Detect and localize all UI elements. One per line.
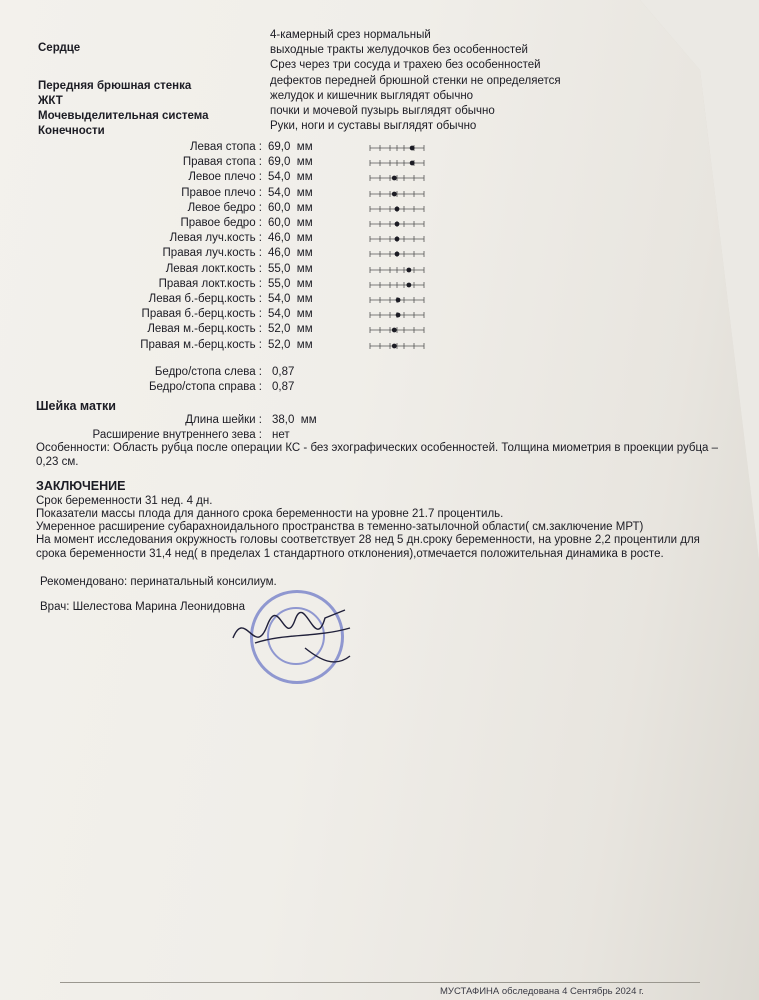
measurement-label: Правая стопа :	[182, 156, 262, 169]
percentile-marker	[395, 237, 400, 242]
percentile-marker	[395, 206, 400, 211]
measurement-label: Правая б.-берц.кость :	[141, 308, 262, 321]
percentile-scale	[368, 279, 428, 291]
percentile-marker	[410, 146, 415, 151]
ratio-value: 0,87	[272, 381, 295, 393]
measurement-value: 54,0 мм	[268, 186, 313, 199]
signature	[225, 598, 365, 678]
measurement-label: Левая стопа :	[189, 141, 262, 153]
measurement-value: 69,0 мм	[268, 141, 313, 153]
percentile-marker	[396, 313, 401, 318]
measurement-label: Правое плечо :	[181, 186, 262, 199]
measurement-value: 60,0 мм	[268, 201, 313, 214]
cervix-length-label: Длина шейки :	[185, 414, 262, 426]
section-value: Руки, ноги и суставы выглядят обычно	[270, 120, 477, 132]
conclusion-line: Показатели массы плода для данного срока беременности на уровне 21.7 процентиль.	[36, 508, 504, 520]
conclusion-line: Срок беременности 31 нед. 4 дн.	[36, 495, 213, 507]
measurement-label: Левое бедро :	[187, 201, 262, 214]
conclusion-title: ЗАКЛЮЧЕНИЕ	[36, 479, 126, 493]
percentile-scale	[368, 324, 428, 336]
doctor-name: Врач: Шелестова Марина Леонидовна	[40, 601, 246, 613]
percentile-marker	[396, 298, 401, 303]
section-label: ЖКТ	[38, 95, 63, 107]
percentile-marker	[392, 176, 397, 181]
percentile-marker	[395, 222, 400, 227]
ratio-label: Бедро/стопа справа :	[148, 381, 262, 393]
measurement-value: 54,0 мм	[268, 293, 313, 305]
percentile-scale	[368, 264, 428, 276]
percentile-marker	[410, 161, 415, 166]
measurement-value: 52,0 мм	[268, 338, 313, 351]
cervix-features: Особенности: Область рубца после операции КС - без эхографических особенностей. Толщина миометрия в проекции рубца – 0,23 см.	[36, 442, 719, 468]
measurement-label: Левая луч.кость :	[169, 232, 262, 245]
percentile-scale	[368, 218, 428, 230]
section-value: желудок и кишечник выглядят обычно	[270, 90, 474, 102]
internal-os-label: Расширение внутреннего зева :	[92, 429, 262, 441]
measurement-value: 55,0 мм	[268, 262, 313, 275]
percentile-scale	[368, 248, 428, 260]
measurement-value: 52,0 мм	[268, 323, 313, 336]
conclusion-line: На момент исследования окружность головы соответствует 28 нед 5 дн.сроку беременности, на уровне 2,2 процентили для срока беременности 31,4 нед( в пределах 1 стандартного отклонения),отмечается положительная динамика в росте.	[36, 534, 700, 560]
section-value: 4-камерный срез нормальный	[270, 29, 431, 41]
measurement-label: Левая б.-берц.кость :	[148, 293, 262, 305]
percentile-scale	[368, 340, 428, 352]
measurement-label: Левая локт.кость :	[165, 262, 262, 275]
percentile-marker	[395, 252, 400, 257]
percentile-scale	[368, 294, 428, 306]
section-value: почки и мочевой пузырь выглядят обычно	[270, 105, 495, 117]
measurement-label: Правая локт.кость :	[158, 277, 262, 290]
ratio-label: Бедро/стопа слева :	[154, 366, 262, 378]
section-label: Конечности	[38, 125, 105, 137]
percentile-scale	[368, 203, 428, 215]
section-label: Мочевыделительная система	[38, 110, 209, 122]
cervix-title: Шейка матки	[36, 399, 116, 413]
percentile-marker	[392, 191, 397, 196]
conclusion-line: Умеренное расширение субарахноидального пространства в теменно-затылочной области( см.заключение МРТ)	[36, 521, 644, 533]
percentile-marker	[392, 328, 397, 333]
measurement-value: 54,0 мм	[268, 171, 313, 184]
measurement-value: 46,0 мм	[268, 232, 313, 245]
measurement-label: Правая м.-берц.кость :	[140, 338, 262, 351]
percentile-scale	[368, 188, 428, 200]
cervix-length-value: 38,0 мм	[272, 414, 317, 426]
percentile-scale	[368, 157, 428, 169]
measurement-label: Правое бедро :	[180, 217, 262, 229]
measurement-value: 55,0 мм	[268, 277, 313, 290]
section-value: дефектов передней брюшной стенки не определяется	[270, 75, 561, 87]
percentile-scale	[368, 142, 428, 154]
percentile-marker	[392, 343, 397, 348]
measurement-value: 54,0 мм	[268, 308, 313, 321]
ratio-value: 0,87	[272, 366, 295, 378]
section-label: Передняя брюшная стенка	[38, 80, 192, 92]
percentile-scale	[368, 172, 428, 184]
section-value: Срез через три сосуда и трахею без особенностей	[270, 59, 541, 71]
recommendation: Рекомендовано: перинатальный консилиум.	[40, 576, 277, 588]
percentile-marker	[406, 267, 411, 272]
internal-os-value: нет	[272, 429, 290, 441]
percentile-scale	[368, 233, 428, 245]
measurement-value: 60,0 мм	[268, 217, 313, 229]
section-value: выходные тракты желудочков без особенностей	[270, 44, 528, 56]
measurement-value: 69,0 мм	[268, 156, 313, 169]
measurement-label: Правая луч.кость :	[162, 247, 262, 260]
measurement-label: Левая м.-берц.кость :	[147, 323, 262, 336]
section-label: Сердце	[38, 42, 81, 54]
percentile-marker	[406, 282, 411, 287]
footer-rule	[60, 982, 700, 983]
footer-text: МУСТАФИНА обследована 4 Сентябрь 2024 г.	[440, 986, 644, 997]
measurement-value: 46,0 мм	[268, 247, 313, 260]
percentile-scale	[368, 309, 428, 321]
measurement-label: Левое плечо :	[188, 171, 262, 184]
